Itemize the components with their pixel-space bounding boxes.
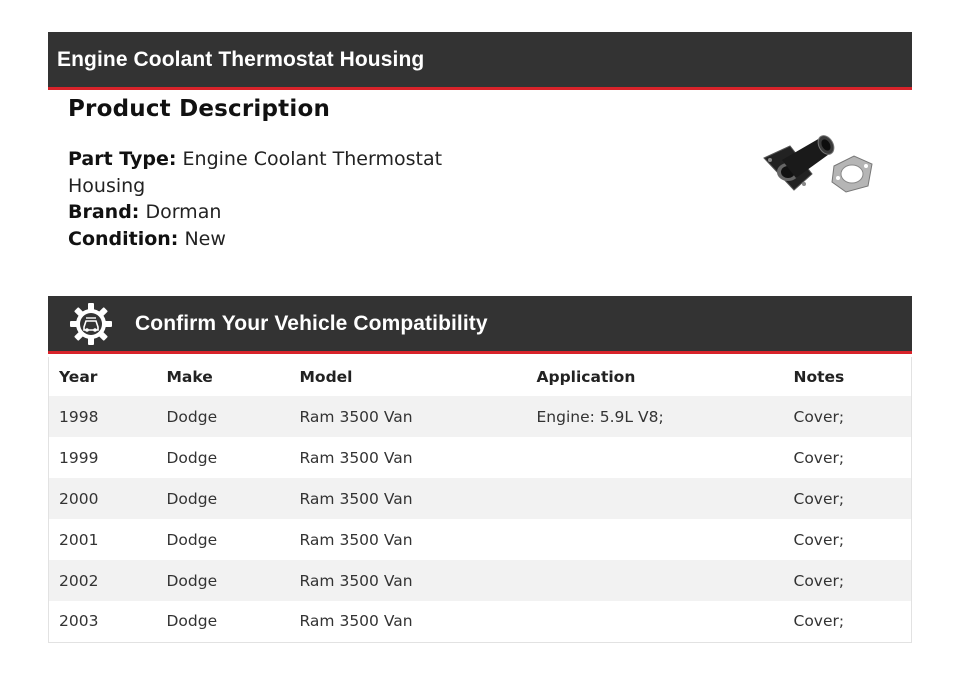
cell-notes: Cover; [793, 571, 845, 590]
product-title: Engine Coolant Thermostat Housing [57, 47, 425, 71]
cell-year: 2000 [59, 489, 99, 508]
cell-model: Ram 3500 Van [299, 530, 413, 549]
part-type-label: Part Type: [68, 148, 177, 170]
cell-make: Dodge [166, 530, 218, 549]
cell-notes: Cover; [793, 530, 845, 549]
brand-value: Dorman [145, 201, 222, 223]
header-notes: Notes [793, 367, 845, 386]
gear-car-icon [69, 302, 113, 346]
cell-make: Dodge [166, 448, 218, 467]
cell-year: 2003 [59, 612, 99, 631]
condition-label: Condition: [68, 227, 179, 250]
cell-make: Dodge [166, 612, 218, 631]
cell-make: Dodge [166, 407, 218, 426]
cell-notes: Cover; [793, 489, 845, 508]
brand-label: Brand: [68, 201, 140, 223]
cell-application [527, 601, 784, 642]
header-model: Model [299, 367, 353, 386]
cell-application [527, 560, 784, 601]
compatibility-title: Confirm Your Vehicle Compatibility [135, 311, 488, 335]
cell-year: 2002 [59, 571, 99, 590]
cell-application [527, 519, 784, 560]
compatibility-bar [48, 296, 912, 354]
table-row [49, 437, 912, 478]
cell-model: Ram 3500 Van [299, 612, 413, 631]
cell-make: Dodge [166, 571, 218, 590]
compatibility-table [48, 357, 912, 643]
cell-application [527, 478, 784, 519]
product-description [68, 96, 468, 252]
description-heading: Product Description [68, 96, 331, 122]
table-row [49, 519, 912, 560]
cell-year: 1998 [59, 407, 99, 426]
table-row [49, 396, 912, 437]
cell-notes: Cover; [793, 448, 845, 467]
spec-list [68, 146, 468, 252]
cell-application [527, 437, 784, 478]
table-header-row [49, 357, 912, 396]
spec-brand [68, 199, 468, 226]
cell-make: Dodge [166, 489, 218, 508]
spec-part-type [68, 146, 468, 199]
cell-notes: Cover; [793, 612, 845, 631]
cell-model: Ram 3500 Van [299, 448, 413, 467]
table-row [49, 560, 912, 601]
cell-notes: Cover; [793, 407, 845, 426]
cell-year: 2001 [59, 530, 99, 549]
table-row [49, 601, 912, 642]
spec-condition [68, 226, 468, 253]
part-type-value: Engine Coolant Thermostat Housing [68, 148, 443, 197]
cell-model: Ram 3500 Van [299, 407, 413, 426]
cell-model: Ram 3500 Van [299, 489, 413, 508]
cell-application: Engine: 5.9L V8; [536, 407, 664, 426]
header-application: Application [536, 367, 636, 386]
title-bar [48, 32, 912, 90]
table-row [49, 478, 912, 519]
cell-year: 1999 [59, 448, 99, 467]
product-image [760, 130, 876, 196]
cell-model: Ram 3500 Van [299, 571, 413, 590]
header-year: Year [59, 367, 98, 386]
header-make: Make [166, 367, 213, 386]
condition-value: New [184, 227, 226, 250]
